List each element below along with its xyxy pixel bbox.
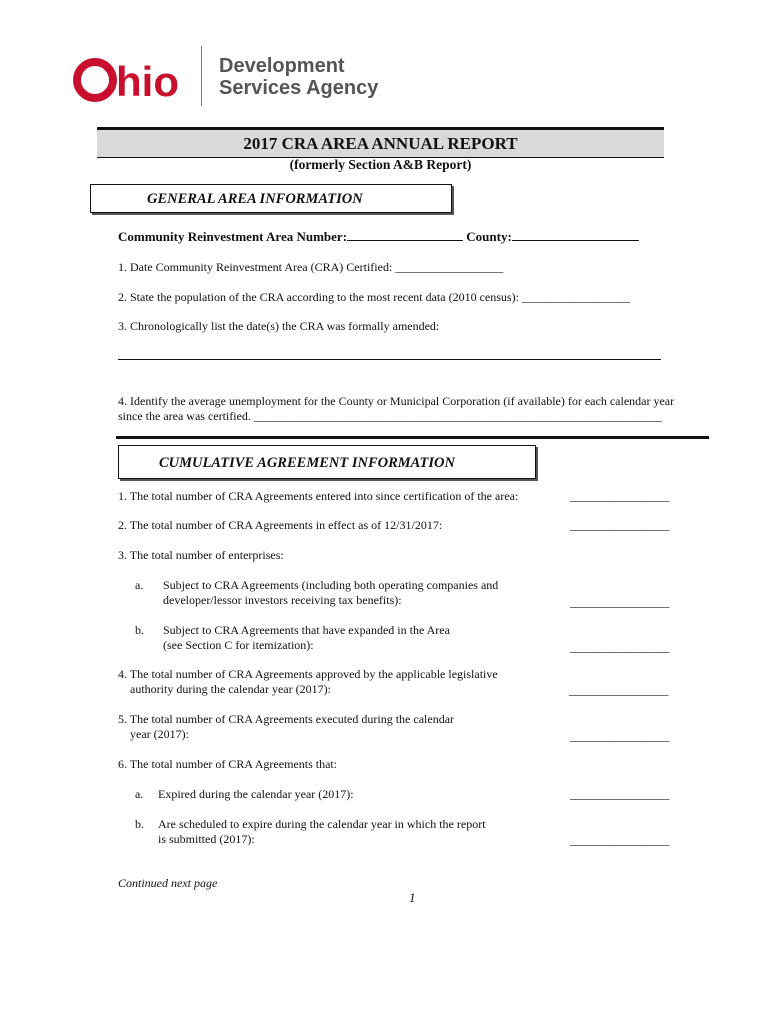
q6a-field[interactable]: __________________ — [570, 787, 669, 801]
report-subtitle: (formerly Section A&B Report) — [289, 157, 472, 172]
logo-divider — [201, 46, 202, 106]
cumulative-q3: 3. The total number of enterprises: — [118, 548, 284, 562]
cumulative-q5-line1: 5. The total number of CRA Agreements executed during the calendar — [118, 712, 455, 726]
agency-name-line2: Services Agency — [219, 77, 379, 99]
cumulative-q4-field[interactable]: __________________ — [569, 683, 668, 697]
general-q3: 3. Chronologically list the date(s) the CRA was formally amended: — [118, 319, 440, 333]
cumulative-q4-line1: 4. The total number of CRA Agreements approved by the applicable legislative — [118, 667, 498, 681]
general-q4-line1: 4. Identify the average unemployment for the County or Municipal Corporation (if available) for each calendar year — [118, 394, 675, 408]
q3a-line1: Subject to CRA Agreements (including both operating companies and — [163, 578, 499, 592]
cumulative-q1: 1. The total number of CRA Agreements entered into since certification of the area: — [118, 489, 519, 503]
section-divider — [116, 436, 709, 439]
cumulative-agreement-heading: CUMULATIVE AGREEMENT INFORMATION — [118, 445, 536, 479]
cumulative-q2-field[interactable]: __________________ — [570, 518, 669, 532]
q6b-field[interactable]: __________________ — [570, 833, 669, 847]
agency-name — [219, 55, 378, 99]
cumulative-q5-line2: year (2017): — [130, 727, 189, 741]
q3a-field[interactable]: __________________ — [570, 595, 669, 609]
cra-number-field[interactable] — [347, 230, 463, 241]
cumulative-q4-line2: authority during the calendar year (2017): — [130, 682, 331, 696]
cra-number-row — [118, 229, 639, 245]
q3b-line1: Subject to CRA Agreements that have expanded in the Area — [163, 623, 450, 637]
general-area-heading: GENERAL AREA INFORMATION — [90, 184, 452, 213]
q6b-marker: b. — [135, 817, 144, 831]
general-q1: 1. Date Community Reinvestment Area (CRA) Certified: __________________ — [118, 260, 504, 274]
q3a-line2: developer/lessor investors receiving tax benefits): — [163, 593, 402, 607]
county-field[interactable] — [512, 230, 639, 241]
q6a-marker: a. — [135, 787, 144, 801]
county-label: County: — [466, 229, 512, 244]
q3a-marker: a. — [135, 578, 144, 592]
cumulative-q2: 2. The total number of CRA Agreements in effect as of 12/31/2017: — [118, 518, 443, 532]
agency-name-line1: Development — [219, 55, 345, 77]
q6b-line2: is submitted (2017): — [158, 832, 255, 846]
q3b-line2: (see Section C for itemization): — [163, 638, 314, 652]
amendment-dates-field[interactable] — [118, 359, 661, 360]
q6b-line1: Are scheduled to expire during the calendar year in which the report — [158, 817, 486, 831]
cumulative-q6: 6. The total number of CRA Agreements that: — [118, 757, 338, 771]
page-number: 1 — [409, 890, 416, 905]
continued-note: Continued next page — [118, 876, 218, 890]
general-q4-line2: since the area was certified. ____________________________________________________________________ — [118, 409, 662, 423]
q3b-marker: b. — [135, 623, 144, 637]
q6a-text: Expired during the calendar year (2017): — [158, 787, 354, 801]
general-q2: 2. State the population of the CRA according to the most recent data (2010 census): __________________ — [118, 290, 630, 304]
report-title: 2017 CRA AREA ANNUAL REPORT — [97, 127, 664, 158]
q3b-field[interactable]: __________________ — [570, 640, 669, 654]
ohio-logo — [70, 50, 188, 106]
cumulative-q5-field[interactable]: __________________ — [570, 729, 669, 743]
cra-number-label: Community Reinvestment Area Number: — [118, 229, 348, 244]
cumulative-q1-field[interactable]: __________________ — [570, 489, 669, 503]
svg-text:hio: hio — [116, 58, 179, 105]
